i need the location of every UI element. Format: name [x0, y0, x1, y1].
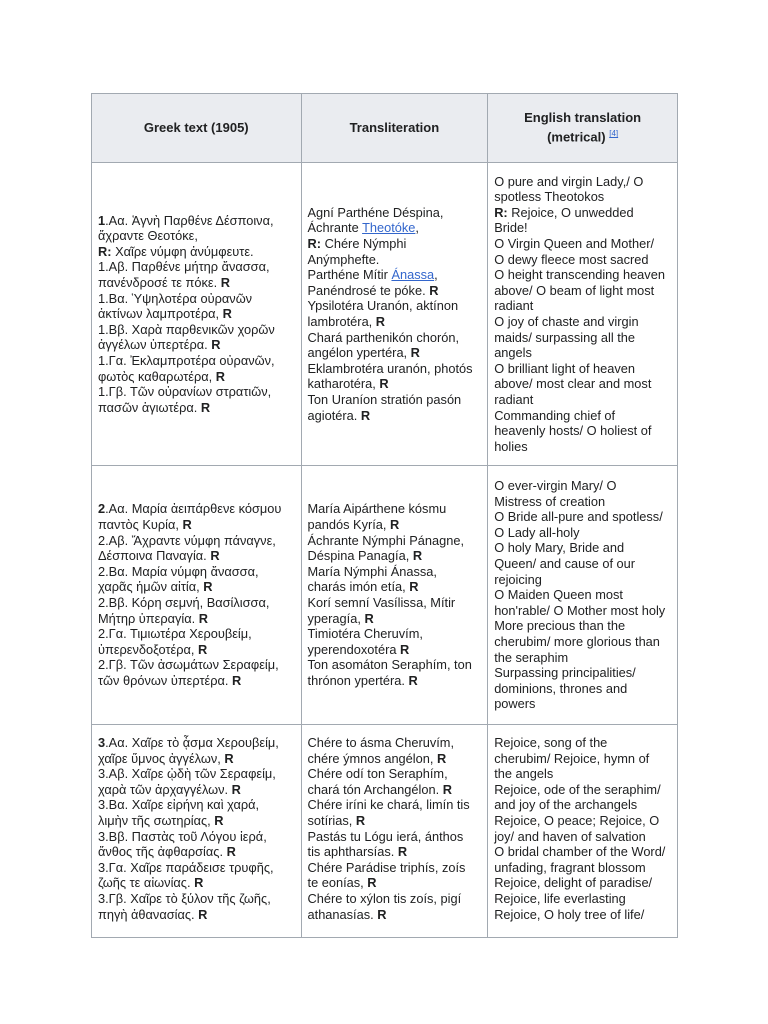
- refrain-marker: R: [390, 517, 400, 533]
- text-line: χαῖρε ὕμνος ἀγγέλων, R: [98, 750, 234, 766]
- text-line: Anýmphefte.: [307, 251, 380, 267]
- text-line: 3.Αβ. Χαῖρε ᾠδὴ τῶν Σεραφείμ,: [98, 766, 276, 782]
- refrain-marker: R:: [307, 236, 322, 252]
- text-line: María Nýmphi Ánassa,: [307, 563, 437, 579]
- refrain-marker: R: [220, 275, 230, 291]
- text-line: Ypsilotéra Uranón, aktínon: [307, 298, 459, 314]
- text-line: above/ O beam of light most: [494, 282, 655, 298]
- text-line: ἄνθος τῆς ἀφθαρσίας. R: [98, 844, 236, 860]
- text-line: angélon ypertéra, R: [307, 345, 420, 361]
- text-line: Rejoice, life everlasting: [494, 890, 626, 906]
- text-line: Rejoice, O holy tree of life/: [494, 906, 645, 922]
- refrain-marker: R: [412, 548, 423, 564]
- text-line: ἀγγέλων ὑπερτέρα. R: [98, 337, 221, 353]
- text-line: Chére to ásma Cheruvím,: [307, 735, 455, 750]
- text-line: Chére odí ton Seraphím,: [307, 766, 448, 782]
- refrain-marker: R: [232, 672, 242, 688]
- text-line: O Maiden Queen most: [494, 587, 623, 603]
- text-line: 2.Αα. Μαρία ἀειπάρθενε κόσμου: [98, 501, 282, 517]
- text-line: radiant: [494, 391, 534, 407]
- text-line: 3.Γα. Χαῖρε παράδεισε τρυφῆς,: [98, 859, 274, 875]
- text-line: O Bride all-pure and spotless/: [494, 509, 663, 525]
- refrain-marker: R: [200, 399, 211, 415]
- text-line: Áchrante Theotóke,: [307, 220, 419, 236]
- text-line: Pastás tu Lógu ierá, ánthos: [307, 828, 464, 844]
- text-line: above/ most clear and most: [494, 376, 652, 392]
- header-transliteration: [301, 94, 488, 163]
- text-line: 2.Γα. Τιμιωτέρα Χερουβείμ,: [98, 626, 252, 642]
- translit-cell: [301, 725, 488, 938]
- text-line: O height transcending heaven: [494, 267, 665, 283]
- refrain-marker: R: [214, 812, 224, 828]
- greek-cell: [92, 163, 302, 466]
- text-line: πηγὴ ἀθανασίας. R: [98, 906, 208, 922]
- refrain-marker: R: [222, 306, 232, 322]
- wiki-link[interactable]: Theotóke: [362, 220, 416, 236]
- text-line: Commanding chief of: [494, 407, 616, 423]
- refrain-marker: R: [377, 906, 387, 922]
- text-line: ἄχραντε Θεοτόκε,: [98, 228, 198, 244]
- text-line: 2.Γβ. Τῶν ἀσωμάτων Σεραφείμ,: [98, 657, 279, 673]
- translit-cell: [301, 466, 488, 725]
- text-line: Chére to xýlon tis zoís, pigí: [307, 890, 462, 906]
- refrain-marker: R: [400, 641, 410, 657]
- header-english-label: English translation: [524, 110, 642, 126]
- text-line: Bride!: [494, 220, 528, 236]
- text-line: παντὸς Κυρία, R: [98, 517, 192, 533]
- text-line: yperendoxotéra R: [307, 641, 410, 657]
- reference-link[interactable]: [4]: [609, 129, 619, 139]
- refrain-marker: R: [397, 844, 408, 860]
- text-line: 2.Αβ. Ἄχραντε νύμφη πάναγνε,: [98, 532, 276, 548]
- translit-cell: [301, 163, 488, 466]
- refrain-marker: R: [210, 548, 220, 564]
- stanza-number: 2: [98, 501, 106, 517]
- text-line: χαρὰ τῶν ἀρχαγγέλων. R: [98, 781, 241, 797]
- text-line: Parthéne Mítir Ánassa,: [307, 267, 438, 283]
- text-line: 1.Γβ. Τῶν οὐρανίων στρατιῶν,: [98, 384, 272, 400]
- text-line: thrónon ypertéra. R: [307, 672, 418, 688]
- text-line: O joy of chaste and virgin: [494, 314, 639, 329]
- refrain-marker: R: [364, 610, 374, 626]
- text-line: powers: [494, 696, 536, 712]
- text-line: O brilliant light of heaven: [494, 360, 636, 376]
- refrain-marker: R: [215, 368, 226, 384]
- text-line: maids/ surpassing all the: [494, 329, 636, 345]
- text-line: angels: [494, 345, 532, 361]
- text-line: Timiotéra Cheruvím,: [307, 626, 423, 642]
- refrain-marker: R: [211, 337, 221, 353]
- refrain-marker: R: [410, 345, 420, 361]
- text-line: R: Rejoice, O unwedded: [494, 204, 634, 220]
- refrain-marker: R: [379, 376, 389, 392]
- text-line: O Virgin Queen and Mother/: [494, 236, 655, 252]
- refrain-marker: R: [375, 314, 386, 329]
- text-line: Panéndrosé te póke. R: [307, 282, 439, 298]
- refrain-marker: R: [198, 610, 208, 626]
- text-line: R: Χαῖρε νύμφη ἀνύμφευτε.: [98, 243, 254, 259]
- text-line: O bridal chamber of the Word/: [494, 844, 666, 860]
- text-line: O dewy fleece most sacred: [494, 251, 649, 267]
- refrain-marker: R: [442, 781, 452, 797]
- text-line: Eklambrotéra uranón, photós: [307, 360, 473, 376]
- text-line: cherubim/ more glorious than: [494, 633, 660, 649]
- text-line: More precious than the: [494, 618, 626, 634]
- text-line: spotless Theotokos: [494, 189, 605, 205]
- text-line: 3.Γβ. Χαῖρε τὸ ξύλον τῆς ζωῆς,: [98, 890, 271, 906]
- text-line: λιμὴν τῆς σωτηρίας, R: [98, 812, 224, 828]
- hymn-table: [91, 93, 678, 938]
- header-row: [92, 94, 678, 163]
- text-line: Chará parthenikón chorón,: [307, 329, 460, 345]
- text-line: 1.Ββ. Χαρὰ παρθενικῶν χορῶν: [98, 321, 275, 337]
- table-row: [92, 725, 678, 938]
- text-line: Chére Parádise triphís, zoís: [307, 859, 466, 875]
- refrain-marker: R:: [494, 204, 508, 220]
- stanza-number: 3: [98, 735, 106, 750]
- refrain-marker: R: [408, 672, 418, 688]
- wiki-link[interactable]: Ánassa: [391, 267, 435, 283]
- text-line: ὑπερενδοξοτέρα, R: [98, 641, 208, 657]
- text-line: te eonías, R: [307, 875, 377, 891]
- refrain-marker: R: [198, 641, 208, 657]
- text-line: ἀκτίνων λαμπροτέρα, R: [98, 306, 232, 322]
- refrain-marker: R: [436, 750, 447, 766]
- english-cell: [488, 466, 678, 725]
- text-line: Déspina Panagía, R: [307, 548, 423, 564]
- text-line: lambrotéra, R: [307, 314, 386, 329]
- text-line: rejoicing: [494, 571, 542, 587]
- text-line: Surpassing principalities/: [494, 665, 636, 681]
- text-line: yperagía, R: [307, 610, 374, 626]
- text-line: 3.Βα. Χαῖρε εἰρήνη καὶ χαρά,: [98, 797, 260, 813]
- text-line: Queen/ and cause of our: [494, 556, 636, 572]
- refrain-marker: R: [409, 579, 419, 595]
- text-line: φωτὸς καθαρωτέρα, R: [98, 368, 226, 384]
- text-line: Rejoice, song of the: [494, 735, 608, 750]
- text-line: O Lady all-holy: [494, 524, 580, 540]
- refrain-marker: R: [355, 812, 366, 828]
- text-line: 1.Γα. Ἐκλαμπροτέρα οὐρανῶν,: [98, 352, 275, 368]
- refrain-marker: R: [226, 844, 236, 860]
- text-line: charás imón etía, R: [307, 579, 419, 595]
- text-line: Μήτηρ ὑπεραγία. R: [98, 610, 208, 626]
- text-line: Rejoice, delight of paradise/: [494, 875, 653, 891]
- text-line: 1.Βα. Ὑψηλοτέρα οὐρανῶν: [98, 290, 253, 306]
- text-line: τῶν θρόνων ὑπερτέρα. R: [98, 672, 242, 688]
- text-line: Chére iríni ke chará, limín tis: [307, 797, 470, 813]
- text-line: heavenly hosts/ O holiest of: [494, 423, 652, 439]
- text-line: María Aipárthene kósmu: [307, 501, 447, 517]
- text-line: O ever-virgin Mary/ O: [494, 478, 617, 494]
- header-english-sub: (metrical): [547, 129, 606, 145]
- table-row: [92, 163, 678, 466]
- refrain-marker: R:: [98, 243, 112, 259]
- text-line: πασῶν ἁγιωτέρα. R: [98, 399, 211, 415]
- text-line: chére ýmnos angélon, R: [307, 750, 447, 766]
- text-line: Δέσποινα Παναγία. R: [98, 548, 220, 564]
- text-line: the seraphim: [494, 649, 569, 665]
- text-line: 3.Αα. Χαῖρε τὸ ᾆσμα Χερουβείμ,: [98, 735, 279, 750]
- text-line: ζωῆς τε αἰωνίας. R: [98, 875, 204, 891]
- text-line: 1.Αβ. Παρθένε μήτηρ ἄνασσα,: [98, 259, 270, 275]
- refrain-marker: R: [203, 579, 213, 595]
- text-line: R: Chére Nýmphi: [307, 236, 407, 252]
- header-greek: [92, 94, 302, 163]
- text-line: cherubim/ Rejoice, hymn of: [494, 750, 650, 766]
- refrain-marker: R: [224, 750, 234, 766]
- text-line: the angels: [494, 766, 554, 782]
- text-line: holies: [494, 438, 528, 454]
- text-line: χαρᾶς ἡμῶν αἰτία, R: [98, 579, 213, 595]
- text-line: radiant: [494, 298, 534, 314]
- text-line: Áchrante Nýmphi Pánagne,: [307, 532, 465, 548]
- header-english: [488, 94, 678, 163]
- text-line: katharotéra, R: [307, 376, 389, 392]
- text-line: athanasías. R: [307, 906, 387, 922]
- text-line: 1.Αα. Ἁγνὴ Παρθένε Δέσποινα,: [98, 212, 274, 228]
- stanza-number: 1: [98, 212, 106, 228]
- text-line: 3.Ββ. Παστὰς τοῦ Λόγου ἱερά,: [98, 828, 267, 844]
- refrain-marker: R: [231, 781, 241, 797]
- text-line: Mistress of creation: [494, 493, 606, 509]
- refrain-marker: R: [198, 906, 208, 922]
- header-translit-label: Transliteration: [349, 120, 440, 135]
- refrain-marker: R: [182, 517, 192, 533]
- text-line: joy/ and haven of salvation: [494, 828, 646, 844]
- header-greek-label: Greek text (1905): [143, 120, 249, 135]
- text-line: tis aphtharsías. R: [307, 844, 408, 860]
- text-line: chará tón Archangélon. R: [307, 781, 452, 797]
- refrain-marker: R: [429, 282, 439, 298]
- text-line: Korí semní Vasílissa, Mítir: [307, 595, 456, 610]
- text-line: and joy of the archangels: [494, 797, 638, 813]
- text-line: O pure and virgin Lady,/ O: [494, 173, 644, 189]
- table-row: [92, 466, 678, 725]
- text-line: O holy Mary, Bride and: [494, 540, 625, 556]
- text-line: Ton Uraníon stratión pasón: [307, 391, 462, 407]
- text-line: 2.Ββ. Κόρη σεμνή, Βασίλισσα,: [98, 595, 270, 610]
- text-line: Ton asomáton Seraphím, ton: [307, 657, 472, 673]
- greek-cell: [92, 725, 302, 938]
- text-line: agiotéra. R: [307, 407, 371, 423]
- text-line: Agní Parthéne Déspina,: [307, 204, 444, 220]
- text-line: pandós Kyría, R: [307, 517, 400, 533]
- text-line: unfading, fragrant blossom: [494, 859, 646, 875]
- english-cell: [488, 725, 678, 938]
- greek-cell: [92, 466, 302, 725]
- text-line: hon'rable/ O Mother most holy: [494, 602, 666, 618]
- refrain-marker: R: [360, 407, 371, 423]
- text-line: Rejoice, O peace; Rejoice, O: [494, 812, 660, 828]
- refrain-marker: R: [367, 875, 377, 891]
- text-line: sotírias, R: [307, 812, 366, 828]
- text-line: dominions, thrones and: [494, 680, 628, 696]
- refrain-marker: R: [194, 875, 204, 891]
- text-line: πανένδροσέ τε πόκε. R: [98, 275, 230, 291]
- text-line: 2.Βα. Μαρία νύμφη ἄνασσα,: [98, 563, 259, 579]
- text-line: Rejoice, ode of the seraphim/: [494, 781, 661, 797]
- english-cell: [488, 163, 678, 466]
